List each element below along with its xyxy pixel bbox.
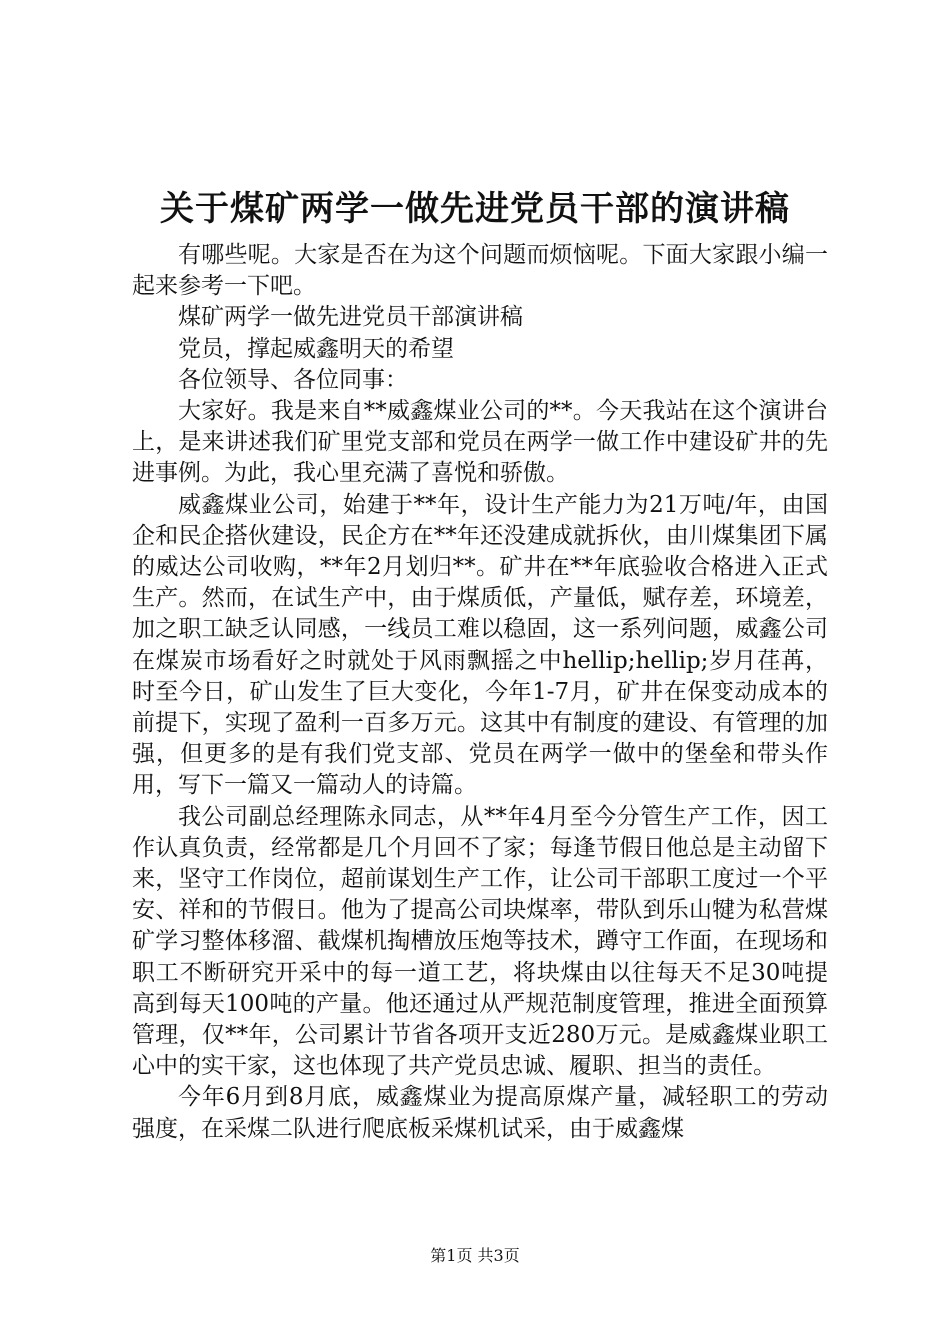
document-body <box>132 240 828 1145</box>
paragraph-trial-mining: 今年6月到8月底，威鑫煤业为提高原煤产量，减轻职工的劳动强度，在采煤二队进行爬底板采煤机试采，由于威鑫煤 <box>132 1084 828 1142</box>
paragraph-speech-subtitle: 党员，撑起威鑫明天的希望 <box>178 335 454 362</box>
paragraph-speech-title: 煤矿两学一做先进党员干部演讲稿 <box>178 304 523 331</box>
document-title: 关于煤矿两学一做先进党员干部的演讲稿 <box>160 189 790 229</box>
paragraph-salutation: 各位领导、各位同事： <box>178 366 408 393</box>
page-footer: 第1页 共3页 <box>430 1246 520 1265</box>
paragraph-intro: 有哪些呢。大家是否在为这个问题而烦恼呢。下面大家跟小编一起来参考一下吧。 <box>132 242 828 300</box>
paragraph-company-history: 威鑫煤业公司，始建于**年，设计生产能力为21万吨/年，由国企和民企搭伙建设，民企方在**年还没建成就拆伙，由川煤集团下属的威达公司收购，**年2月划归**。矿井在**年底验收合格进入正式生产。然而，在试生产中，由于煤质低，产量低，赋存差，环境差，加之职工缺乏认同感，一线员工难以稳固，这一系列问题，威鑫公司在煤炭市场看好之时就处于风雨飘摇之中hellip;hellip;岁月荏苒，时至今日，矿山发生了巨大变化，今年1-7月，矿井在保变动成本的前提下，实现了盈利一百多万元。这其中有制度的建设、有管理的加强，但更多的是有我们党支部、党员在两学一做中的堡垒和带头作用，写下一篇又一篇动人的诗篇。 <box>132 491 828 799</box>
paragraph-chen-yong: 我公司副总经理陈永同志，从**年4月至今分管生产工作，因工作认真负责，经常都是几个月回不了家；每逢节假日他总是主动留下来，坚守工作岗位，超前谋划生产工作，让公司干部职工度过一个平安、祥和的节假日。他为了提高公司块煤率，带队到乐山犍为私营煤矿学习整体移溜、截煤机掏槽放压炮等技术，蹲守工作面，在现场和职工不断研究开采中的每一道工艺，将块煤由以往每天不足30吨提高到每天100吨的产量。他还通过从严规范制度管理，推进全面预算管理，仅**年，公司累计节省各项开支近280万元。是威鑫煤业职工心中的实干家，这也体现了共产党员忠诚、履职、担当的责任。 <box>132 803 828 1080</box>
paragraph-greeting: 大家好。我是来自**威鑫煤业公司的**。今天我站在这个演讲台上，是来讲述我们矿里党支部和党员在两学一做工作中建设矿井的先进事例。为此，我心里充满了喜悦和骄傲。 <box>132 398 828 487</box>
